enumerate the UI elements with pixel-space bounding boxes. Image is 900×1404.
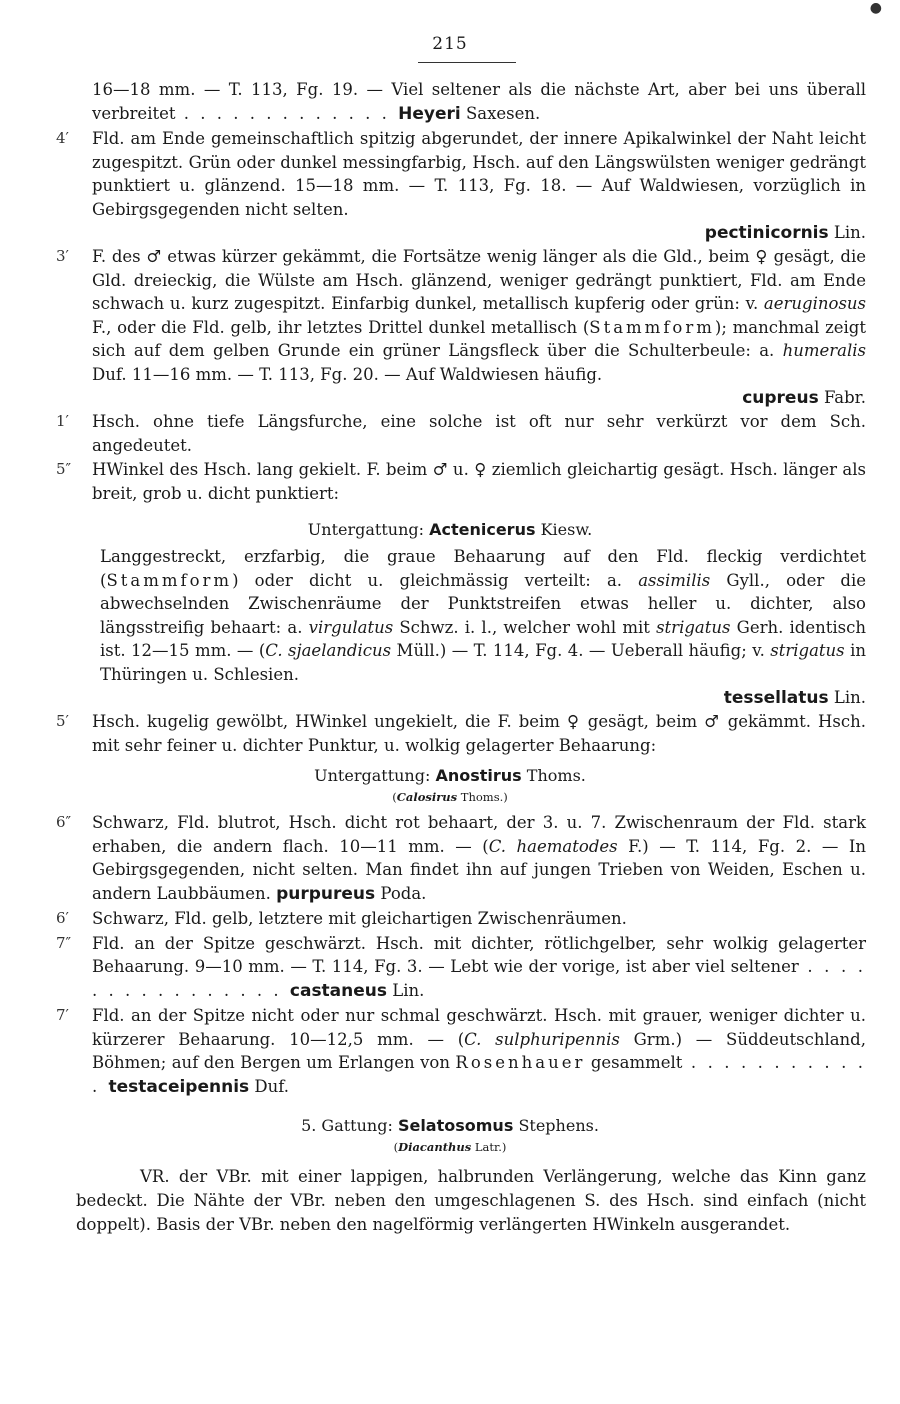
dot-leader: . . . . . . . . . . . . . . . . [92, 957, 866, 1000]
species-name: castaneus [289, 980, 388, 1001]
species-author: Lin. [392, 980, 425, 1000]
heading-prefix: Untergattung: [307, 520, 424, 539]
species-author: Duf. [254, 1076, 290, 1096]
entry-text: HWinkel des Hsch. lang gekielt. F. beim ♂ u. ♀ ziemlich gleichartig gesägt. Hsch. länger als breit, grob u. dicht punktiert: [92, 460, 866, 503]
entry-4prime [56, 127, 866, 221]
entry-text: ) oder dicht u. gleichmässig verteilt: a. [232, 570, 623, 590]
couplet-number: 6′ [56, 909, 69, 927]
entry-text: Fld. an der Spitze geschwärzt. Hsch. mit dichter, rötlichgelber, sehr wolkig gelagerter Behaarung. 9—10 mm. — T. 114, Fg. 3. — Lebt wie der vorige, ist aber viel seltener [92, 933, 866, 976]
heading-prefix: 5. Gattung: [301, 1116, 393, 1135]
aberration-name: humeralis [782, 341, 866, 360]
entry-text: Müll.) — T. 114, Fg. 4. — Ueberall häufig; v. [396, 641, 765, 660]
species-line-cupreus [0, 386, 866, 410]
species-author: Poda. [380, 883, 427, 903]
variety-name: aeruginosus [763, 294, 866, 313]
entry-text: Hsch. ohne tiefe Längsfurche, eine solche ist oft nur sehr verkürzt vor dem Sch. angedeutet. [92, 412, 866, 455]
entry-text: Schwarz, Fld. blutrot, Hsch. dicht rot behaart, der 3. u. 7. Zwischenraum der Fld. stark erhaben, die andern flach. 10—11 mm. — ( [92, 813, 866, 856]
synonym-genus: Calosirus [396, 790, 458, 804]
synonym-author: Latr.) [474, 1140, 507, 1154]
species-author: Saxesen. [465, 103, 541, 123]
aberration-name: virgulatus [308, 617, 394, 637]
entry-text: Fld. an der Spitze nicht oder nur schmal geschwärzt. Hsch. mit grauer, weniger dichter u. kürzerer Behaarung. 10—12,5 mm. — ( [92, 1006, 866, 1049]
entry-6prime [56, 907, 866, 931]
variety-name: strigatus [770, 641, 845, 660]
entry-6doubleprime [56, 811, 867, 906]
subgenus-heading-anostirus [0, 765, 900, 787]
synonym-name: C. sjaelandicus [265, 641, 392, 660]
subgenus-name: Anostirus [435, 766, 522, 785]
collector-name: Rosenhauer [455, 1053, 586, 1072]
entry-heyeri [92, 78, 866, 126]
subgenus-name: Actenicerus [429, 520, 536, 539]
species-author: Lin. [833, 223, 866, 242]
genus-author: Stephens. [518, 1116, 599, 1135]
synonym-author: Thoms.) [460, 790, 508, 804]
corner-mark: ● [869, 0, 882, 16]
stammform-label: Stammform [589, 317, 715, 337]
paren-open: ( [393, 1140, 399, 1154]
couplet-number: 5′ [56, 712, 69, 730]
couplet-number: 6″ [56, 813, 72, 831]
entry-text: in Thüringen u. Schlesien. [100, 641, 866, 684]
subgenus-heading-actenicerus [0, 519, 900, 541]
couplet-number: 1′ [56, 412, 69, 430]
couplet-number: 7″ [56, 933, 72, 952]
couplet-number: 4′ [56, 129, 69, 147]
couplet-number: 7′ [56, 1006, 69, 1024]
entry-text: VR. der VBr. mit einer lappigen, halbrunden Verlängerung, welche das Kinn ganz bedeckt. Die Nähte der VBr. neben den umgeschlagenen S. des Hsch. sind einfach (nicht doppelt). Basis der VBr. neben den nagelförmig verlängerten HWinkeln ausgerandet. [76, 1167, 866, 1234]
stammform-label: Stammform [106, 570, 233, 590]
entry-text: Hsch. kugelig gewölbt, HWinkel ungekielt, die F. beim ♀ gesägt, beim ♂ gekämmt. Hsch. mit sehr feiner u. dichter Punktur, u. wolkig gelagerter Behaarung: [92, 712, 866, 755]
genus-heading-selatosomus [0, 1115, 900, 1137]
dot-leader: . . . . . . . . . . . . . [175, 103, 399, 123]
species-line-tessellatus [0, 686, 866, 710]
species-name: cupreus [742, 388, 819, 408]
header-rule [418, 62, 516, 63]
entry-text: 16—18 mm. — T. 113, Fg. 19. — Viel seltener als die nächste Art, aber bei uns überall verbreitet [92, 80, 866, 123]
paragraph-actenicerus [100, 545, 866, 686]
species-name: tessellatus [723, 688, 829, 708]
entry-text: F. des ♂ etwas kürzer gekämmt, die Fortsätze wenig länger als die Gld., beim ♀ gesägt, die Gld. dreieckig, die Wülste am Hsch. glänzend, weniger gedrängt punktiert, Fld. am Ende schwach u. kurz zugespitzt. Einfarbig dunkel, metallisch kupferig oder grün: v. [92, 247, 866, 313]
synonym-name: C. haematodes [488, 836, 618, 856]
entry-text: Fld. am Ende gemeinschaftlich spitzig abgerundet, der innere Apikalwinkel der Naht leicht zugespitzt. Grün oder dunkel messingfarbig, Hsch. auf den Längswülsten weniger gedrängt punktiert u. glänzend. 15—18 mm. — T. 113, Fg. 18. — Auf Waldwiesen, vorzüglich in Gebirgsgegenden nicht selten. [92, 129, 866, 219]
species-name: testaceipennis [108, 1076, 250, 1097]
species-author: Lin. [833, 688, 866, 707]
entry-3prime [56, 245, 866, 386]
synonym-line-diacanthus [0, 1139, 900, 1155]
entry-text: Schwz. i. l., welcher wohl mit [399, 617, 650, 637]
species-name: purpureus [276, 883, 376, 904]
synonym-genus: Diacanthus [398, 1140, 472, 1154]
aberration-name: assimilis [638, 570, 711, 590]
entry-text: F., oder die Fld. gelb, ihr letztes Drittel dunkel metallisch ( [92, 317, 590, 337]
entry-text: F.) — T. 114, Fg. 2. — In Gebirgsgegenden, nicht selten. Man findet ihn auf jungen Trieben von Weiden, Eschen u. andern Laubbäumen. [92, 836, 867, 903]
heading-prefix: Untergattung: [314, 766, 431, 785]
species-ref: strigatus [656, 617, 731, 637]
entry-5doubleprime [56, 458, 866, 505]
page-content [0, 78, 900, 1237]
paren-open: ( [392, 790, 397, 804]
synonym-line-calosirus [0, 789, 900, 805]
entry-text: ); manchmal zeigt sich auf dem gelben Grunde ein grüner Längsfleck über die Schulterbeule: a. [92, 317, 866, 360]
couplet-number: 5″ [56, 460, 72, 478]
entry-1prime [56, 410, 866, 457]
species-name: pectinicornis [704, 223, 829, 243]
dot-leader: . . . . . . . . . . . . [92, 1053, 867, 1096]
species-name: Heyeri [398, 103, 461, 124]
page-number: 215 [432, 34, 468, 54]
entry-text: Schwarz, Fld. gelb, letztere mit gleichartigen Zwischenräumen. [92, 909, 627, 928]
entry-5prime [56, 710, 866, 757]
subgenus-author: Kiesw. [540, 520, 593, 539]
entry-text: Grm.) — Süddeutschland, Böhmen; auf den Bergen um Erlangen von [92, 1029, 866, 1072]
entry-7prime [56, 1004, 867, 1099]
entry-text: Gerh. identisch ist. 12—15 mm. — ( [100, 617, 866, 660]
entry-text: Gyll., oder die abwechselnden Zwischenräume der Punktstreifen etwas heller u. dichter, also längsstreifig behaart: a. [100, 570, 867, 637]
entry-text: Duf. 11—16 mm. — T. 113, Fg. 20. — Auf Waldwiesen häufig. [92, 364, 603, 384]
species-author: Fabr. [823, 388, 866, 407]
paragraph-selatosomus [76, 1165, 866, 1237]
synonym-name: C. sulphuripennis [464, 1029, 620, 1049]
subgenus-author: Thoms. [526, 766, 586, 785]
entry-7doubleprime [56, 932, 866, 1004]
species-line-pectinicornis [0, 221, 866, 245]
genus-name: Selatosomus [397, 1116, 514, 1135]
couplet-number: 3′ [56, 247, 69, 265]
entry-text: gesammelt [590, 1053, 683, 1072]
entry-text: Langgestreckt, erzfarbig, die graue Behaarung auf den Fld. fleckig verdichtet ( [100, 547, 866, 590]
